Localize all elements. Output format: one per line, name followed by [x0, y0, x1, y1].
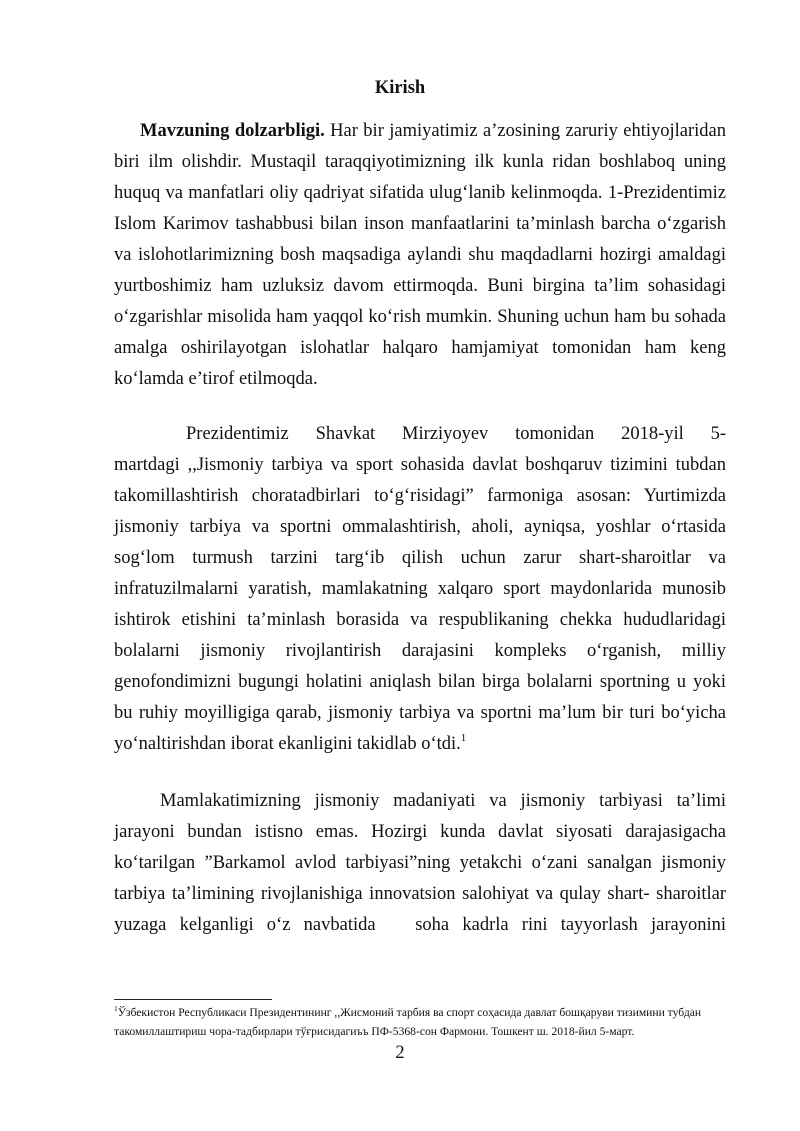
paragraph-2-line-7: ishtirok etishini ta’minlash borasida va respublikaning chekka hududlaridagi — [114, 610, 726, 630]
paragraph-1-line-7: o‘zgarishlar misolida ham yaqqol ko‘rish mumkin. Shuning uchun ham bu sohada — [114, 307, 726, 327]
paragraph-2-line-8: bolalarni jismoniy rivojlantirish darajasini kompleks o‘rganish, milliy — [114, 641, 726, 661]
paragraph-2-line-11 — [114, 733, 726, 755]
paragraph-2-line-3: takomillashtirish choratadbirlari to‘g‘risidagi” farmoniga asosan: Yurtimizda — [114, 486, 726, 506]
page-number: 2 — [395, 1043, 405, 1063]
paragraph-2-line-9: genofondimizni bugungi holatini aniqlash bilan birga bolalarni sportning u yoki — [114, 672, 726, 692]
paragraph-2-line-4: jismoniy tarbiya va sportni ommalashtirish, aholi, ayniqsa, yoshlar o‘rtasida — [114, 517, 726, 537]
footnote-text: Ўзбекистон Республикаси Президентининг ,,Жисмоний тарбия ва спорт соҳасида давлат бошқаруви тизимини тубдан — [117, 1006, 702, 1019]
paragraph-3-line-1: Mamlakatimizning jismoniy madaniyati va jismoniy tarbiyasi ta’limi — [160, 791, 726, 811]
paragraph-1-line-6: yurtboshimiz ham uzluksiz davom ettirmoqda. Buni birgina ta’lim sohasidagi — [114, 276, 726, 296]
paragraph-3-line-2: jarayoni bundan istisno emas. Hozirgi kunda davlat siyosati darajasigacha — [114, 822, 726, 842]
footnote-reference[interactable]: 1 — [460, 732, 467, 744]
paragraph-2-text: yo‘naltirishdan iborat ekanligini takidlab o‘tdi. — [114, 734, 461, 754]
paragraph-1-line-4: Islom Karimov tashabbusi bilan inson manfaatlarini ta’minlash barcha o‘zgarish — [114, 214, 726, 234]
paragraph-2-line-10: bu ruhiy moyilligiga qarab, jismoniy tarbiya va sportni ma’lum bir turi bo‘yicha — [114, 703, 726, 723]
paragraph-2-line-2: martdagi ,,Jismoniy tarbiya va sport sohasida davlat boshqaruv tizimini tubdan — [114, 455, 726, 475]
paragraph-lead: Mavzuning dolzarbligi. — [140, 121, 325, 141]
paragraph-3-line-5: yuzaga kelganligi o‘z navbatida soha kadrla rini tayyorlash jarayonini — [114, 915, 726, 935]
footnote-separator — [114, 999, 272, 1000]
footnote-mark: 1 — [114, 1004, 118, 1013]
footnote-line-1 — [114, 1005, 734, 1021]
paragraph-3-line-4: tarbiya ta’limining rivojlanishiga innovatsion salohiyat va qulay shart- sharoitlar — [114, 884, 726, 904]
paragraph-1-line-5: va islohotlarimizning bosh maqsadiga aylandi shu maqdadlarni hozirgi amaldagi — [114, 245, 726, 265]
paragraph-2-line-1: Prezidentimiz Shavkat Mirziyoyev tomonidan 2018-yil 5- — [186, 424, 726, 444]
paragraph-1-line-1 — [140, 120, 726, 142]
paragraph-1-line-8: amalga oshirilayotgan islohatlar halqaro hamjamiyat tomonidan ham keng — [114, 338, 726, 358]
paragraph-1-line-9: ko‘lamda e’tirof etilmoqda. — [114, 369, 318, 389]
paragraph-3-line-3: ko‘tarilgan ”Barkamol avlod tarbiyasi”ning yetakchi o‘zani sanalgan jismoniy — [114, 853, 726, 873]
paragraph-1-text: Har bir jamiyatimiz a’zosining zaruriy ehtiyojlaridan — [330, 121, 726, 141]
paragraph-1-line-2: biri ilm olishdir. Mustaqil taraqqiyotimizning ilk kunla ridan boshlaboq uning — [114, 152, 726, 172]
paragraph-2-line-5: sog‘lom turmush tarzini targ‘ib qilish uchun zarur shart-sharoitlar va — [114, 548, 726, 568]
section-title: Kirish — [374, 78, 426, 98]
paragraph-1-line-3: huquq va manfatlari oliy qadriyat sifatida ulug‘lanib kelinmoqda. 1-Prezidentimiz — [114, 183, 726, 203]
paragraph-2-line-6: infratuzilmalarni yaratish, mamlakatning xalqaro sport maydonlarida munosib — [114, 579, 726, 599]
footnote-line-2: такомиллаштириш чора-тадбирлари тўғрисидагиъъ ПФ-5368-сон Фармони. Тошкент ш. 2018-йил 5-март. — [114, 1025, 635, 1038]
